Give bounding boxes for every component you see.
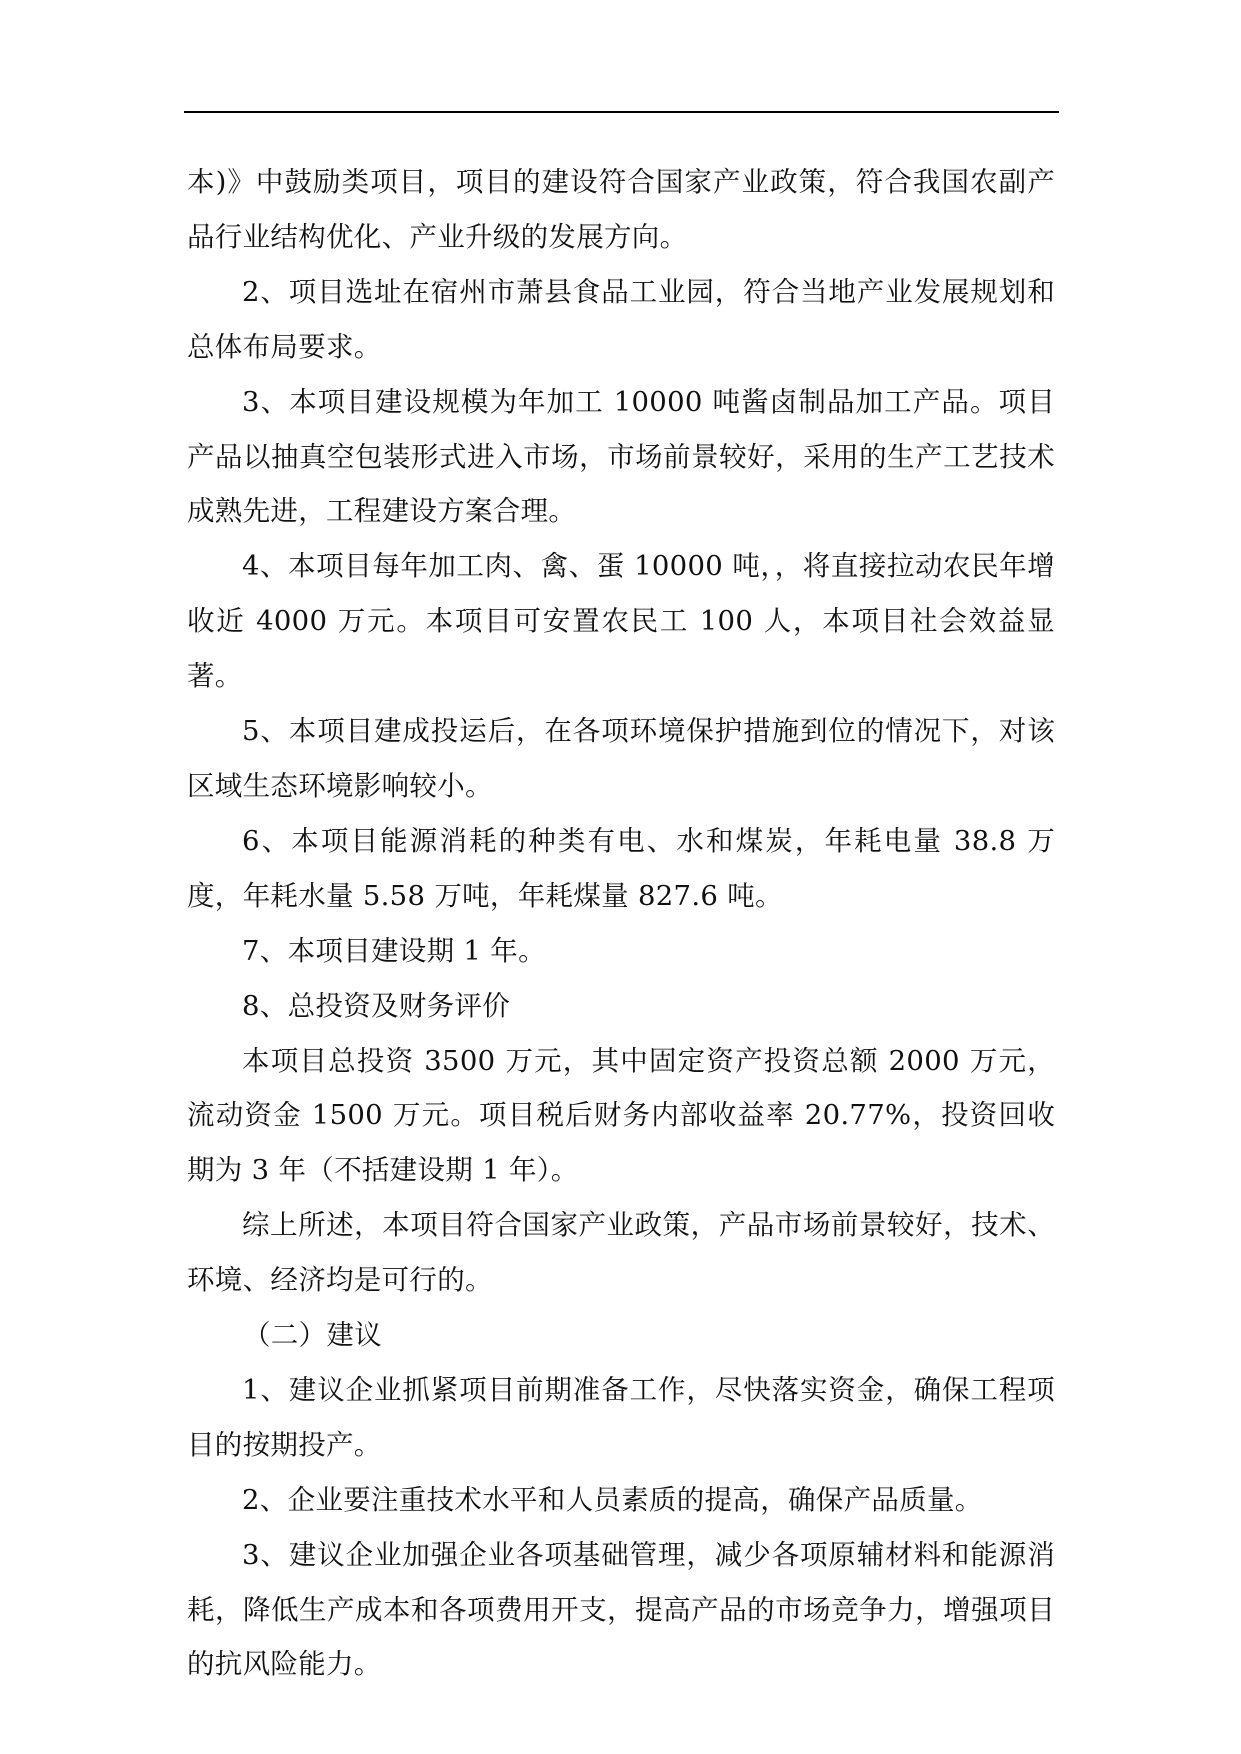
paragraph-item-7: 7、本项目建设期 1 年。 [242,934,546,967]
paragraph-item-3: 3、本项目建设规模为年加工 10000 吨酱卤制品加工产品。项目产品以抽真空包装形式进入市场，市场前景较好，采用的生产工艺技术成熟先进，工程建设方案合理。 [187,385,1055,528]
paragraph-item-6: 6、本项目能源消耗的种类有电、水和煤炭，年耗电量 38.8 万度，年耗水量 5.58 万吨，年耗煤量 827.6 吨。 [187,824,1055,912]
header-rule [184,111,1059,113]
paragraph-item-2: 2、项目选址在宿州市萧县食品工业园，符合当地产业发展规划和总体布局要求。 [187,275,1055,363]
suggestion-item-3: 3、建议企业加强企业各项基础管理，减少各项原辅材料和能源消耗，降低生产成本和各项费用开支，提高产品的市场竞争力，增强项目的抗风险能力。 [187,1538,1055,1681]
paragraph-continuation: 本)》中鼓励类项目，项目的建设符合国家产业政策，符合我国农副产品行业结构优化、产业升级的发展方向。 [187,166,1055,253]
paragraph-summary: 综上所述，本项目符合国家产业政策，产品市场前景较好，技术、环境、经济均是可行的。 [187,1209,1055,1297]
suggestion-item-1: 1、建议企业抓紧项目前期准备工作，尽快落实资金，确保工程项目的按期投产。 [187,1373,1055,1461]
paragraph-investment: 本项目总投资 3500 万元，其中固定资产投资总额 2000 万元，流动资金 1500 万元。项目税后财务内部收益率 20.77%，投资回收期为 3 年（不括建设期 1 年）。 [187,1044,1055,1187]
paragraph-item-5: 5、本项目建成投运后，在各项环境保护措施到位的情况下，对该区域生态环境影响较小。 [187,715,1055,802]
suggestion-item-2: 2、企业要注重技术水平和人员素质的提高，确保产品质量。 [242,1483,983,1516]
document-body [187,155,1055,1692]
paragraph-item-4: 4、本项目每年加工肉、禽、蛋 10000 吨，，将直接拉动农民年增收近 4000 万元。本项目可安置农民工 100 人，本项目社会效益显著。 [187,550,1055,693]
paragraph-item-8: 8、总投资及财务评价 [242,989,510,1022]
section-heading-suggestions: （二）建议 [243,1319,382,1352]
